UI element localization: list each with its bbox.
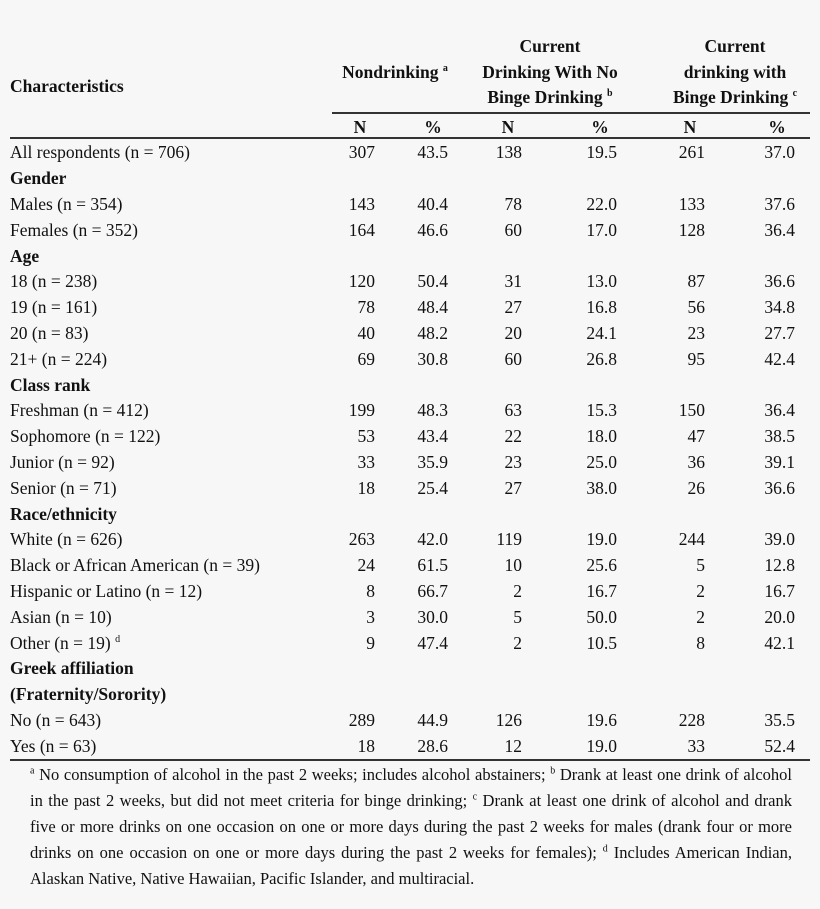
count-cell: 18 (357, 735, 375, 756)
count-cell: 9 (366, 632, 375, 653)
count-cell: 244 (678, 529, 705, 550)
count-cell: 228 (678, 709, 705, 730)
percent-cell: 42.4 (764, 348, 795, 369)
row-label-cell (10, 398, 330, 424)
footnote-text: No consumption of alcohol in the past 2 weeks; includes alcohol abstainers; (34, 765, 551, 784)
percent-cell (545, 372, 640, 398)
percent-cell (400, 166, 460, 192)
row-label-cell (10, 630, 330, 656)
row-label: 21+ (n = 224) (10, 348, 108, 369)
percent-cell: 16.7 (764, 580, 795, 601)
percent-cell: 36.4 (764, 400, 795, 421)
percent-cell: 19.5 (586, 142, 617, 163)
subcol-n-3: N (683, 117, 697, 137)
count-cell (460, 372, 545, 398)
table-row (10, 630, 810, 656)
count-cell: 27 (504, 297, 522, 318)
table-row (10, 346, 810, 372)
header-line: Current (704, 36, 766, 56)
percent-cell (545, 501, 640, 527)
table-row (10, 140, 810, 166)
percent-cell: 37.0 (764, 142, 795, 163)
percent-cell: 19.0 (586, 529, 617, 550)
table-row (10, 295, 810, 321)
header-line: Binge Drinking (672, 87, 789, 107)
count-cell: 56 (687, 297, 705, 318)
count-cell: 150 (678, 400, 705, 421)
footnotes (30, 762, 792, 892)
percent-cell: 16.8 (586, 297, 617, 318)
percent-cell: 17.0 (586, 219, 617, 240)
count-cell: 23 (504, 451, 522, 472)
row-label: Race/ethnicity (10, 503, 117, 524)
row-label: Yes (n = 63) (10, 735, 97, 756)
row-label: Other (n = 19) (10, 632, 111, 653)
percent-cell: 16.7 (586, 580, 617, 601)
percent-cell: 18.0 (586, 426, 617, 447)
count-cell (460, 501, 545, 527)
count-cell (640, 501, 725, 527)
count-cell: 63 (504, 400, 522, 421)
row-label-cell (10, 424, 330, 450)
row-label: Females (n = 352) (10, 219, 138, 240)
percent-cell (400, 656, 460, 682)
count-cell: 24 (357, 555, 375, 576)
percent-cell: 12.8 (764, 555, 795, 576)
percent-cell (725, 372, 810, 398)
count-cell: 20 (504, 322, 522, 343)
count-cell: 60 (504, 348, 522, 369)
subcol-n-2: N (501, 117, 515, 137)
footnote-text: Drank at least one drink of alcohol in the past 2 weeks, but did not meet criteria for binge drinking; (30, 765, 792, 810)
percent-cell (725, 243, 810, 269)
count-cell: 126 (495, 709, 522, 730)
count-cell: 138 (495, 142, 522, 163)
row-label: White (n = 626) (10, 529, 123, 550)
count-cell: 33 (357, 451, 375, 472)
row-label-cell (10, 166, 330, 192)
footnote-marker: d (602, 843, 608, 855)
percent-cell: 46.6 (417, 219, 448, 240)
row-label-cell (10, 372, 330, 398)
count-cell (330, 166, 400, 192)
percent-cell: 20.0 (764, 606, 795, 627)
percent-cell: 52.4 (764, 735, 795, 756)
percent-cell: 25.0 (586, 451, 617, 472)
count-cell: 2 (513, 580, 522, 601)
percent-cell: 10.5 (586, 632, 617, 653)
count-cell (640, 682, 725, 708)
percent-cell (725, 682, 810, 708)
row-label: Freshman (n = 412) (10, 400, 149, 421)
footnote-text: Includes American Indian, Alaskan Native, Native Hawaiian, Pacific Islander, and multiracial. (30, 843, 792, 888)
row-label-cell (10, 682, 330, 708)
percent-cell (725, 166, 810, 192)
subcol-n-1: N (353, 117, 367, 137)
header-line: Binge Drinking (487, 87, 603, 107)
count-cell: 23 (687, 322, 705, 343)
percent-cell: 48.2 (417, 322, 448, 343)
row-label-cell (10, 475, 330, 501)
row-label: Hispanic or Latino (n = 12) (10, 580, 203, 601)
footnote-marker: a (442, 63, 448, 75)
row-label-cell (10, 217, 330, 243)
percent-cell (545, 166, 640, 192)
row-label: Age (10, 245, 40, 266)
count-cell: 261 (678, 142, 705, 163)
row-label: 18 (n = 238) (10, 271, 98, 292)
header-bottom-rule (10, 137, 810, 139)
percent-cell: 43.5 (417, 142, 448, 163)
row-label: Black or African American (n = 39) (10, 555, 260, 576)
count-cell (330, 501, 400, 527)
count-cell: 27 (504, 477, 522, 498)
count-cell (640, 243, 725, 269)
data-table (10, 140, 810, 759)
percent-cell (400, 501, 460, 527)
percent-cell: 50.0 (586, 606, 617, 627)
count-cell: 289 (348, 709, 375, 730)
row-label: Sophomore (n = 122) (10, 426, 161, 447)
percent-cell: 66.7 (417, 580, 448, 601)
row-label: 20 (n = 83) (10, 322, 89, 343)
count-cell: 78 (504, 193, 522, 214)
subcol-pct-3: % (768, 117, 786, 137)
count-cell: 18 (357, 477, 375, 498)
table-row (10, 450, 810, 476)
percent-cell (545, 243, 640, 269)
subcol-pct-1: % (424, 117, 442, 137)
count-cell: 47 (687, 426, 705, 447)
row-label: All respondents (n = 706) (10, 142, 190, 163)
count-cell: 36 (687, 451, 705, 472)
count-cell: 22 (504, 426, 522, 447)
percent-cell: 26.8 (586, 348, 617, 369)
percent-cell: 38.0 (586, 477, 617, 498)
percent-cell (725, 656, 810, 682)
count-cell: 53 (357, 426, 375, 447)
table-row (10, 733, 810, 759)
row-label-cell (10, 243, 330, 269)
percent-cell: 36.6 (764, 477, 795, 498)
count-cell: 60 (504, 219, 522, 240)
count-cell: 40 (357, 322, 375, 343)
footnote-marker: b (550, 765, 556, 777)
percent-cell: 43.4 (417, 426, 448, 447)
percent-cell: 42.1 (764, 632, 795, 653)
header-line: drinking with (683, 61, 787, 82)
table-row (10, 192, 810, 218)
row-label: Class rank (10, 374, 91, 395)
header-drinking-binge (655, 34, 815, 111)
percent-cell (400, 682, 460, 708)
count-cell: 10 (504, 555, 522, 576)
count-cell: 87 (687, 271, 705, 292)
header-group-rule (332, 112, 810, 114)
count-cell: 133 (678, 193, 705, 214)
count-cell: 307 (348, 142, 375, 163)
row-label-cell (10, 553, 330, 579)
count-cell: 119 (496, 529, 522, 550)
section-header-row (10, 682, 810, 708)
count-cell (330, 682, 400, 708)
count-cell (460, 656, 545, 682)
count-cell (460, 166, 545, 192)
percent-cell: 40.4 (417, 193, 448, 214)
percent-cell (545, 682, 640, 708)
table-row (10, 527, 810, 553)
count-cell: 164 (348, 219, 375, 240)
percent-cell: 34.8 (764, 297, 795, 318)
count-cell (330, 243, 400, 269)
percent-cell: 35.9 (417, 451, 448, 472)
percent-cell: 27.7 (764, 322, 795, 343)
section-header-row (10, 243, 810, 269)
row-label-cell (10, 450, 330, 476)
footnote-marker: b (607, 88, 613, 100)
section-header-row (10, 501, 810, 527)
count-cell: 2 (696, 580, 705, 601)
count-cell (640, 656, 725, 682)
count-cell: 3 (366, 606, 375, 627)
count-cell (330, 372, 400, 398)
percent-cell: 50.4 (417, 271, 448, 292)
count-cell: 78 (357, 297, 375, 318)
count-cell (460, 682, 545, 708)
row-label-cell (10, 733, 330, 759)
header-drinking-no-binge (470, 34, 630, 111)
count-cell: 12 (504, 735, 522, 756)
percent-cell: 22.0 (586, 193, 617, 214)
row-label-cell (10, 192, 330, 218)
percent-cell: 19.6 (586, 709, 617, 730)
row-label-cell (10, 604, 330, 630)
percent-cell (400, 243, 460, 269)
count-cell: 8 (366, 580, 375, 601)
percent-cell: 30.0 (417, 606, 448, 627)
table-row (10, 269, 810, 295)
footnote-marker: d (115, 633, 121, 645)
count-cell: 2 (696, 606, 705, 627)
percent-cell: 39.1 (764, 451, 795, 472)
row-label: No (n = 643) (10, 709, 102, 730)
percent-cell: 36.6 (764, 271, 795, 292)
percent-cell: 15.3 (586, 400, 617, 421)
row-label-cell (10, 269, 330, 295)
table-row (10, 553, 810, 579)
section-header-row (10, 656, 810, 682)
header-nondrinking (325, 60, 465, 86)
percent-cell: 37.6 (764, 193, 795, 214)
percent-cell: 35.5 (764, 709, 795, 730)
header-line: Current (519, 36, 581, 56)
row-label: Asian (n = 10) (10, 606, 112, 627)
count-cell: 143 (348, 193, 375, 214)
row-label-cell (10, 501, 330, 527)
percent-cell: 36.4 (764, 219, 795, 240)
row-label-cell (10, 295, 330, 321)
row-label: Senior (n = 71) (10, 477, 117, 498)
row-label-cell (10, 656, 330, 682)
percent-cell: 48.4 (417, 297, 448, 318)
header-line: Drinking With No (482, 61, 618, 82)
count-cell: 33 (687, 735, 705, 756)
header-line: Nondrinking (342, 62, 439, 82)
row-label-cell (10, 346, 330, 372)
count-cell (330, 656, 400, 682)
count-cell: 263 (348, 529, 375, 550)
percent-cell (725, 501, 810, 527)
count-cell: 26 (687, 477, 705, 498)
table-row (10, 604, 810, 630)
count-cell: 2 (513, 632, 522, 653)
row-label: Males (n = 354) (10, 193, 123, 214)
percent-cell: 24.1 (586, 322, 617, 343)
percent-cell: 25.4 (417, 477, 448, 498)
row-label: (Fraternity/Sorority) (10, 684, 167, 705)
row-label: Gender (10, 168, 67, 189)
count-cell: 120 (348, 271, 375, 292)
row-label: Junior (n = 92) (10, 451, 115, 472)
percent-cell: 13.0 (586, 271, 617, 292)
count-cell: 31 (504, 271, 522, 292)
table-row (10, 398, 810, 424)
percent-cell: 28.6 (417, 735, 448, 756)
percent-cell: 48.3 (417, 400, 448, 421)
table-row (10, 475, 810, 501)
percent-cell: 30.8 (417, 348, 448, 369)
percent-cell: 38.5 (764, 426, 795, 447)
footnote-marker: c (792, 88, 798, 100)
count-cell: 69 (357, 348, 375, 369)
header-characteristics: Characteristics (10, 76, 124, 96)
count-cell: 8 (696, 632, 705, 653)
row-label-cell (10, 140, 330, 166)
footnote-marker: a (30, 765, 35, 777)
count-cell: 5 (696, 555, 705, 576)
percent-cell: 44.9 (417, 709, 448, 730)
row-label-cell (10, 708, 330, 734)
count-cell: 5 (513, 606, 522, 627)
footnote-marker: c (472, 791, 478, 803)
percent-cell: 47.4 (417, 632, 448, 653)
row-label: Greek affiliation (10, 658, 134, 679)
section-header-row (10, 166, 810, 192)
row-label-cell (10, 579, 330, 605)
table-bottom-rule (10, 759, 810, 761)
percent-cell: 25.6 (586, 555, 617, 576)
table-row (10, 579, 810, 605)
footnote-text: Drank at least one drink of alcohol and drank five or more drinks on one occasion on one or more days during the past 2 weeks for males (drank four or more drinks on one occasion on one or more days during the past 2 weeks for females); (30, 791, 792, 862)
percent-cell (400, 372, 460, 398)
percent-cell: 39.0 (764, 529, 795, 550)
count-cell (460, 243, 545, 269)
count-cell (640, 372, 725, 398)
row-label-cell (10, 527, 330, 553)
percent-cell (545, 656, 640, 682)
count-cell: 95 (687, 348, 705, 369)
table-row (10, 424, 810, 450)
percent-cell: 19.0 (586, 735, 617, 756)
table-row (10, 321, 810, 347)
table-row (10, 217, 810, 243)
count-cell: 199 (348, 400, 375, 421)
table-row (10, 708, 810, 734)
percent-cell: 42.0 (417, 529, 448, 550)
percent-cell: 61.5 (417, 555, 448, 576)
count-cell (640, 166, 725, 192)
count-cell: 128 (678, 219, 705, 240)
section-header-row (10, 372, 810, 398)
subcol-pct-2: % (591, 117, 609, 137)
row-label: 19 (n = 161) (10, 297, 98, 318)
row-label-cell (10, 321, 330, 347)
